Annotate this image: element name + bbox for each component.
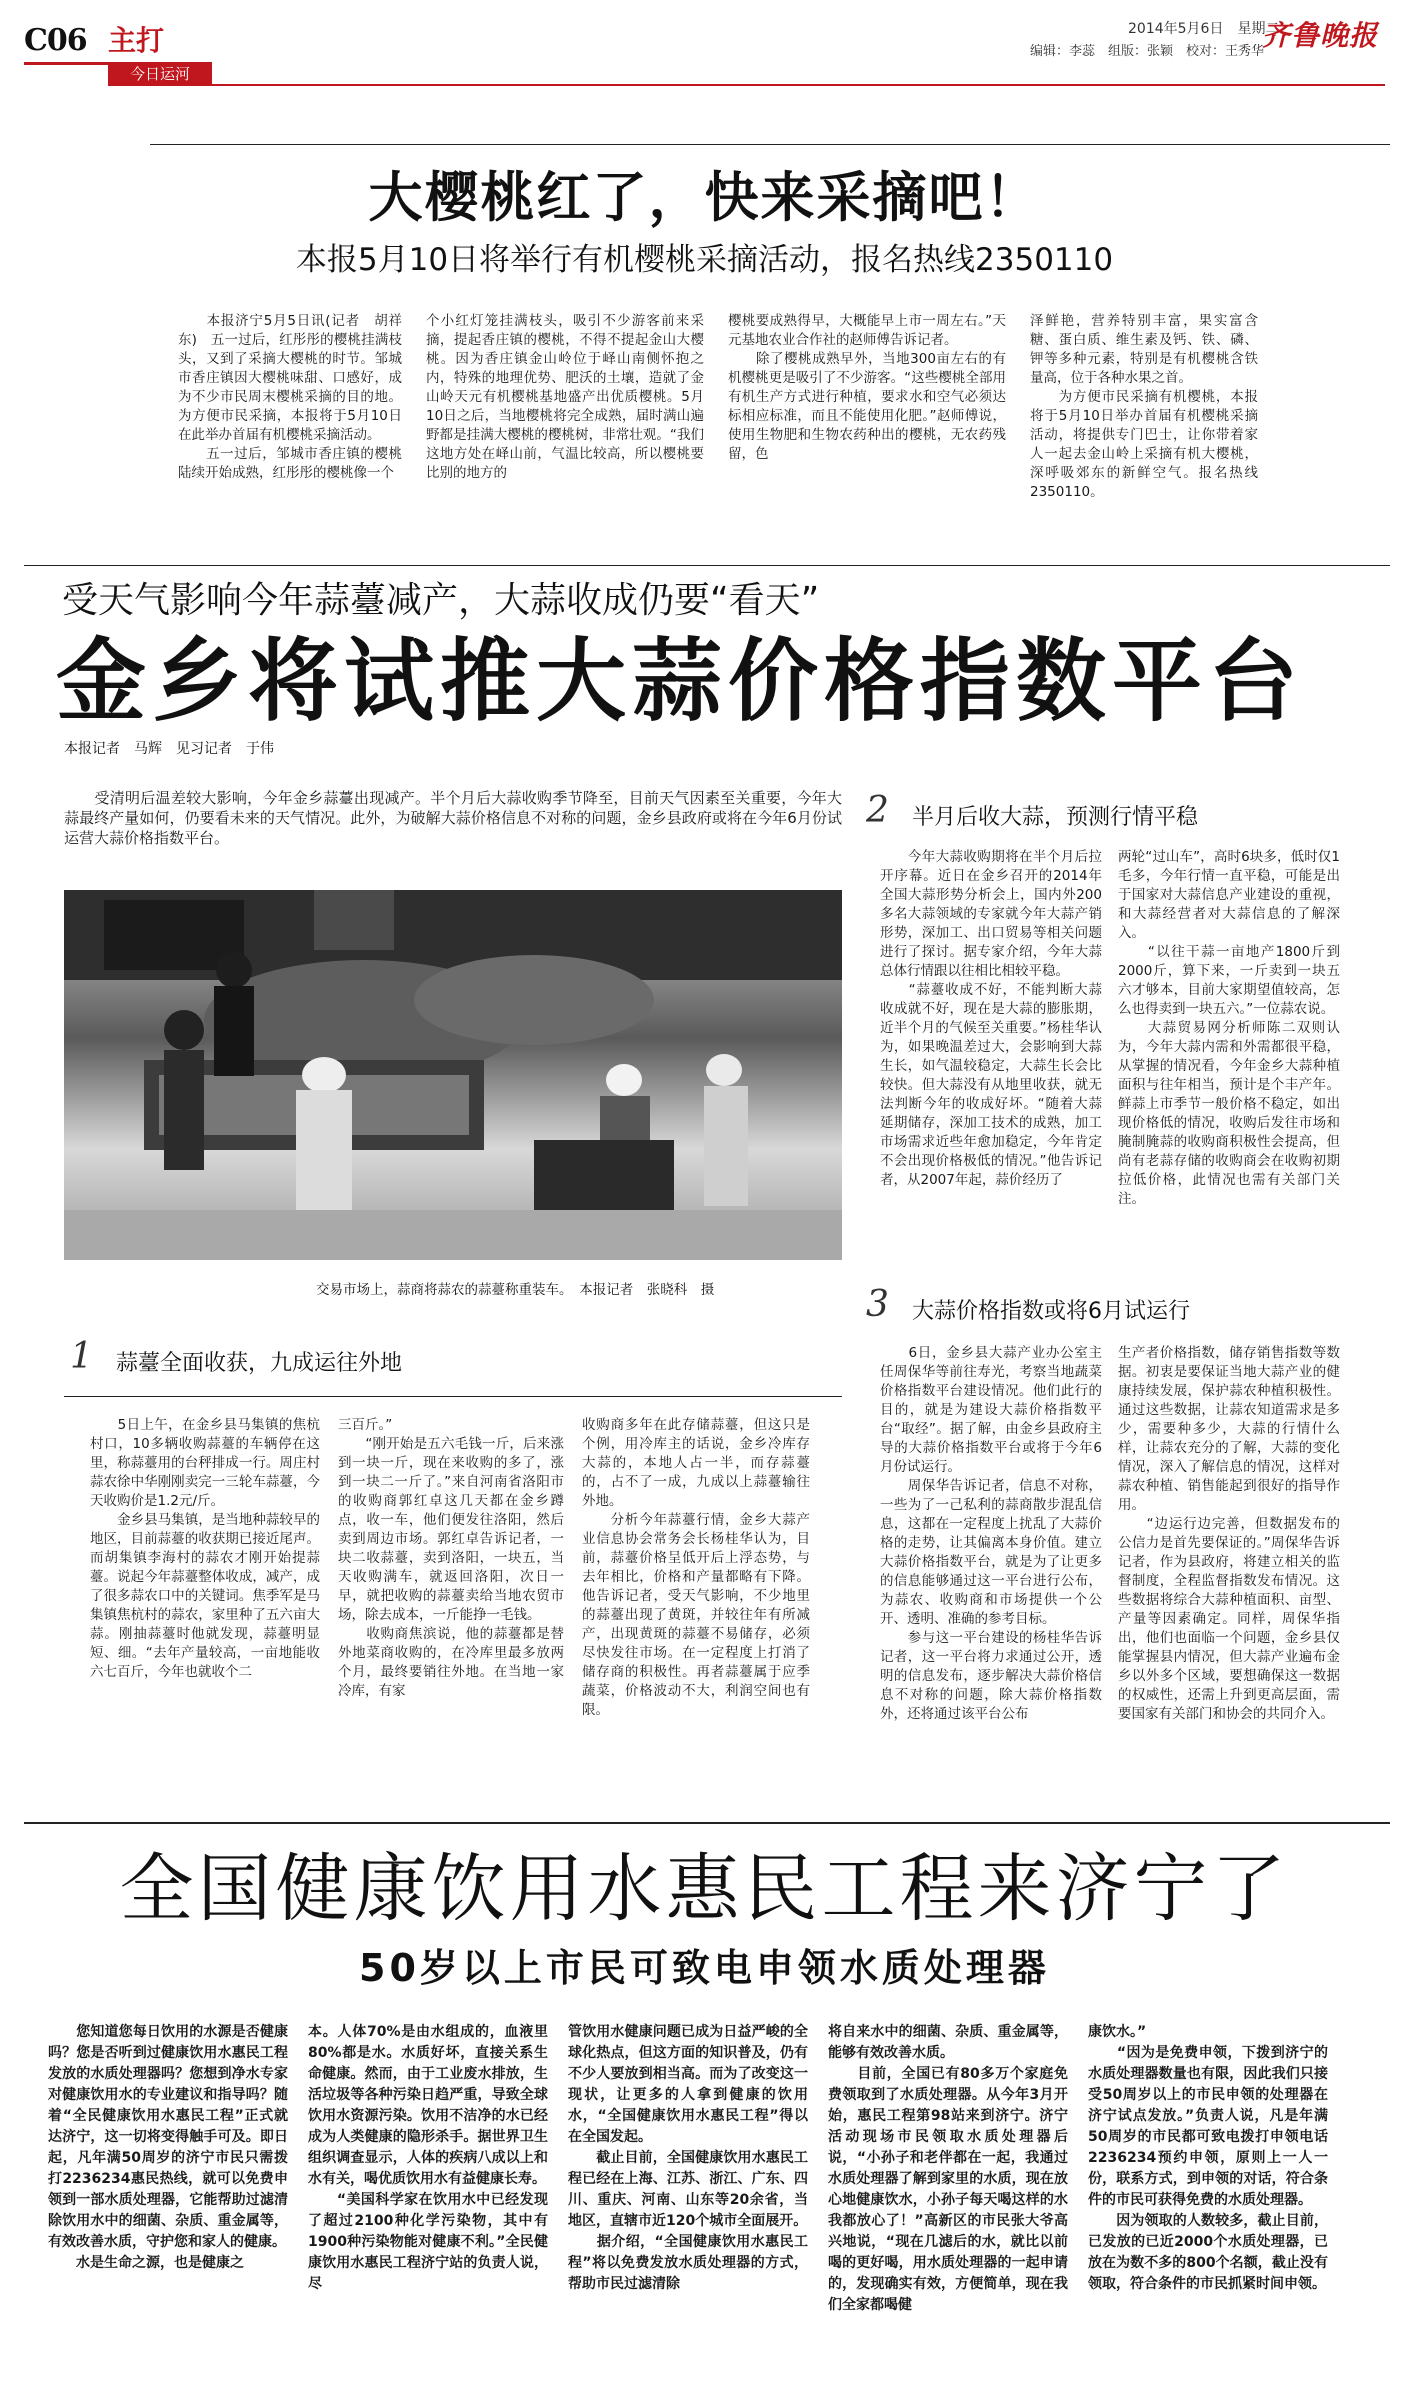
- article1-column-2: 个小红灯笼挂满枝头，吸引不少游客前来采摘，提起香庄镇的樱桃，不得不提起金山大樱桃。因为香庄镇金山岭位于峄山南侧怀抱之内，特殊的地理优势、肥沃的土壤，造就了金山岭天元有机樱桃基地盛产出优质樱桃。5月10日之后，当地樱桃将完全成熟，届时满山遍野都是挂满大樱桃的樱桃树，非常壮观。“我们这地方处在峄山前，气温比较高，所以樱桃要比别的地方的: [426, 313, 704, 481]
- header-top-rule: [24, 62, 108, 65]
- article1-headline: 大樱桃红了，快来采摘吧！: [368, 166, 1041, 229]
- article3-column-2: 本。人体70%是由水组成的，血液里80%都是水。水质好坏，直接关系生命健康。然而，由于工业废水排放，生活垃圾等各种污染日趋严重，导致全球饮用水资源污染。饮用不洁净的水已经成为人类健康的隐形杀手。据世界卫生组织调查显示，人体的疾病八成以上和水有关，喝优质饮用水有益健康长寿。 “美国科学家在饮用水中已经发现了超过2100种化学污染物，其中有1900种污染物能对健康不利。”全民健康饮用水惠民工程济宁站的负责人说，尽: [308, 2024, 548, 2292]
- section3-column-2: 生产者价格指数，储存销售指数等数据。初衷是要保证当地大蒜产业的健康持续发展，保护蒜农种植积极性。通过这些数据，让蒜农知道需求是多少，需要种多少，大蒜的行情什么样，让蒜农充分的了解，大蒜的变化情况，深入了解信息的情况，这样对蒜农种植、销售能起到很好的指导作用。 “边运行边完善，但数据发布的公信力是首先要保证的。”周保华告诉记者，作为县政府，将建立相关的监督制度，全程监督指数发布情况。这些数据将综合大蒜种植面积、亩型、产量等因素确定。同样，周保华指出，他们也面临一个问题，金乡县仅能掌握县内情况，但大蒜产业遍布金乡以外多个区域，要想确保这一数据的权威性，还需上升到更高层面，需要国家有关部门和协会的共同介入。: [1118, 1345, 1340, 1722]
- article2-headline: 金乡将试推大蒜价格指数平台: [56, 629, 1304, 734]
- article3-subhead: 50岁以上市民可致电申领水质处理器: [359, 1946, 1050, 1990]
- date-line: 2014年5月6日 星期二: [1128, 21, 1280, 37]
- header-rule: [212, 84, 1385, 86]
- article3-column-5: 康饮水。” “因为是免费申领，下拨到济宁的水质处理器数量也有限，因此我们只接受50周岁以上的市民申领的处理器在济宁试点发放。”负责人说，凡是年满50周岁的市民都可致电拨打申领电话2236234预约申领，原则上一人一份，联系方式，到申领的对话，符合条件的市民可获得免费的水质处理器。 因为领取的人数较多，截止目前，已发放的已近2000个水质处理器，已放在为数不多的800个名额，截止没有领取，符合条件的市民抓紧时间申领。: [1088, 2024, 1328, 2292]
- article2-byline: 本报记者 马辉 见习记者 于伟: [64, 741, 274, 757]
- paper-logo: 齐鲁晚报: [1262, 19, 1379, 52]
- section1-column-1: 5日上午，在金乡县马集镇的焦杭村口，10多辆收购蒜薹的车辆停在这里，称蒜薹用的台秤排成一行。周庄村蒜农徐中华刚刚卖完一三轮车蒜薹，今天收购价是1.2元/斤。 金乡县马集镇，是当地种蒜较早的地区，目前蒜薹的收获期已接近尾声。而胡集镇李海村的蒜农才刚开始提蒜薹。说起今年蒜薹整体收成，减产，成了很多蒜农口中的关键词。焦季军是马集镇焦杭村的蒜农，家里种了五六亩大蒜。刚抽蒜薹时他就发现，蒜薹明显短、细。“去年产量较高，一亩地能收六七百斤，今年也就收个二: [90, 1417, 320, 1680]
- editors-line: 编辑：李蕊 组版：张颖 校对：王秀华: [1030, 44, 1265, 59]
- article3-column-3: 管饮用水健康问题已成为日益严峻的全球化热点，但这方面的知识普及，仍有不少人要放到相当高。而为了改变这一现状，让更多的人拿到健康的饮用水，“全国健康饮用水惠民工程”得以在全国发起。 截止目前，全国健康饮用水惠民工程已经在上海、江苏、浙江、广东、四川、重庆、河南、山东等20余省，当地区，直辖市近120个城市全面展开。 据介绍，“全国健康饮用水惠民工程”将以免费发放水质处理器的方式，帮助市民过滤清除: [568, 2024, 808, 2292]
- page-number: C06: [24, 23, 87, 58]
- news-photo: [64, 890, 842, 1260]
- section1-rule: [64, 1396, 842, 1397]
- article1-column-1: 本报济宁5月5日讯(记者 胡祥东) 五一过后，红彤彤的樱桃挂满枝头，又到了采摘大樱桃的时节。邹城市香庄镇因大樱桃味甜、口感好，成为不少市民周末樱桃采摘的目的地。为方便市民采摘，本报将于5月10日在此举办首届有机樱桃采摘活动。 五一过后，邹城市香庄镇的樱桃陆续开始成熟，红彤彤的樱桃像一个: [178, 313, 402, 481]
- section2-column-2: 两轮“过山车”，高时6块多，低时仅1毛多，今年行情一直平稳，可能是出于国家对大蒜信息产业建设的重视，和大蒜经营者对大蒜信息的了解深入。 “以往干蒜一亩地产1800斤到2000斤，算下来，一斤卖到一块五六才够本，目前大家期望值较高，怎么也得卖到一块五六。”一位蒜农说。 大蒜贸易网分析师陈二双则认为，今年大蒜内需和外需都很平稳，从掌握的情况看，今年金乡大蒜种植面积与往年相当，预计是个丰产年。鲜蒜上市季节一般价格不稳定，如出现价格低的情况，收购后发往市场和腌制腌蒜的收购商积极性会提高，但尚有老蒜存储的收购商会在收购初期拉低价格，此情况也需有关部门关注。: [1118, 849, 1340, 1207]
- section2-title: 半月后收大蒜，预测行情平稳: [912, 805, 1199, 830]
- photo-caption: 交易市场上，蒜商将蒜农的蒜薹称重装车。 本报记者 张晓科 摄: [316, 1282, 715, 1298]
- section1-number: 1: [70, 1336, 93, 1377]
- section3-column-1: 6日，金乡县大蒜产业办公室主任周保华等前往寿光，考察当地蔬菜价格指数平台建设情况。他们此行的目的，就是为建设大蒜价格指数平台“取经”。据了解，由金乡县政府主导的大蒜价格指数平台或将于今年6月份试运行。 周保华告诉记者，信息不对称，一些为了一己私利的蒜商散步混乱信息，这都在一定程度上扰乱了大蒜价格的走势，让其偏离本身价值。建立大蒜价格指数平台，就是为了让更多的信息能够通过这一平台进行公布，为蒜农、收购商和市场提供一个公开、透明、准确的参考目标。 参与这一平台建设的杨桂华告诉记者，这一平台将力求通过公开，透明的信息发布，逐步解决大蒜价格信息不对称的问题，除大蒜价格指数外，还将通过该平台公布: [880, 1345, 1102, 1722]
- subsection-tab: [108, 62, 212, 86]
- article1-bottom-rule: [24, 565, 1390, 566]
- section-name: 主打: [108, 24, 165, 57]
- section3-number: 3: [866, 1284, 889, 1325]
- section2-number: 2: [866, 790, 889, 831]
- subsection-label: 今日运河: [129, 65, 190, 83]
- section1-column-3: 收购商多年在此存储蒜薹，但这只是个例，用冷库主的话说，金乡冷库存大蒜的，本地人占一半，而存蒜薹的，占不了一成，九成以上蒜薹输往外地。 分析今年蒜薹行情，金乡大蒜产业信息协会常务会长杨桂华认为，目前，蒜薹价格呈低开后上浮态势，与去年相比，价格和产量都略有下降。他告诉记者，受天气影响，不少地里的蒜薹出现了黄斑，并较往年有所减产，出现黄斑的蒜薹不易储存，必须尽快发往市场。在一定程度上打消了储存商的积极性。再者蒜薹属于应季蔬菜，价格波动不大，利润空间也有限。: [582, 1417, 810, 1718]
- article3-column-4: 将自来水中的细菌、杂质、重金属等，能够有效改善水质。 目前，全国已有80多万个家庭免费领取到了水质处理器。从今年3月开始，惠民工程第98站来到济宁。济宁活动现场市民领取水质处理器后说，“小孙子和老伴都在一起，我通过水质处理器了解到家里的水质，现在放心地健康饮水，小孙子每天喝这样的水我都放心了！”高新区的市民张大爷高兴地说，“现在几滤后的水，就比以前喝的更好喝，用水质处理器的一起申请的，发现确实有效，方便简单，现在我们全家都喝健: [828, 2024, 1068, 2313]
- article1-column-3: 樱桃要成熟得早，大概能早上市一周左右。”天元基地农业合作社的赵师傅告诉记者。 除了樱桃成熟早外，当地300亩左右的有机樱桃更是吸引了不少游客。“这些樱桃全部用有机生产方式进行种植，要求水和空气必须达标相应标准，而且不能使用化肥。”赵师傅说，使用生物肥和生物农药种出的樱桃，无农药残留，色: [728, 313, 1006, 462]
- section1-title: 蒜薹全面收获，九成运往外地: [116, 1351, 403, 1376]
- article2-kicker: 受天气影响今年蒜薹减产，大蒜收成仍要“看天”: [62, 580, 820, 621]
- article1-top-rule: [150, 144, 1390, 145]
- article3-headline: 全国健康饮用水惠民工程来济宁了: [119, 1846, 1290, 1932]
- article2-lede: 受清明后温差较大影响，今年金乡蒜薹出现减产。半个月后大蒜收购季节降至，目前天气因素至关重要，今年大蒜最终产量如何，仍要看未来的天气情况。此外，为破解大蒜价格信息不对称的问题，金乡县政府或将在今年6月份试运营大蒜价格指数平台。: [64, 789, 842, 847]
- photo-illustration: [64, 890, 842, 1260]
- article1-column-4: 泽鲜艳，营养特别丰富，果实富含糖、蛋白质、维生素及钙、铁、磷、钾等多种元素，特别是有机樱桃含铁量高，位于各种水果之首。 为方便市民采摘有机樱桃，本报将于5月10日举办首届有机樱桃采摘活动，将提供专门巴士，让你带着家人一起去金山岭上采摘有机大樱桃，深呼吸郊东的新鲜空气。报名热线2350110。: [1030, 313, 1258, 500]
- section2-column-1: 今年大蒜收购期将在半个月后拉开序幕。近日在金乡召开的2014年全国大蒜形势分析会上，国内外200多名大蒜领域的专家就今年大蒜产销形势，深加工、出口贸易等相关问题进行了探讨。据专家介绍，今年大蒜总体行情跟以往相比相较平稳。 “蒜薹收成不好，不能判断大蒜收成就不好，现在是大蒜的膨胀期，近半个月的气候至关重要。”杨桂华认为，如果晚温差过大，会影响到大蒜生长，如气温较稳定，大蒜生长会比较快。但大蒜没有从地里收获，就无法判断今年的收成好坏。“随着大蒜延期储存，深加工技术的成熟，加工市场需求近些年愈加稳定，今年肯定不会出现价格极低的情况。”他告诉记者，从2007年起，蒜价经历了: [880, 849, 1102, 1188]
- article1-subhead: 本报5月10日将举行有机樱桃采摘活动，报名热线2350110: [295, 242, 1114, 278]
- section3-title: 大蒜价格指数或将6月试运行: [912, 1299, 1190, 1324]
- section1-column-2: 三百斤。” “刚开始是五六毛钱一斤，后来涨到一块一斤，现在来收购的多了，涨到一块二一斤了。”来自河南省洛阳市的收购商郭红卓这几天都在金乡蹲点，收一车，他们便发往洛阳，然后卖到周边市场。郭红卓告诉记者，一块二收蒜薹，卖到洛阳，一块五，当天收购满车，就返回洛阳，次日一早，就把收购的蒜薹卖给当地农贸市场，除去成本，一斤能挣一毛钱。 收购商焦滨说，他的蒜薹都是替外地菜商收购的，在冷库里最多放两个月，最终要销往外地。在当地一家冷库，有家: [338, 1417, 564, 1699]
- article3-column-1: 您知道您每日饮用的水源是否健康吗？您是否听到过健康饮用水惠民工程发放的水质处理器吗？您想到净水专家对健康饮用水的专业建议和指导吗？随着“全民健康饮用水惠民工程”正式就达济宁，这一切将变得触手可及。即日起，凡年满50周岁的济宁市民只需拨打2236234惠民热线，就可以免费申领到一部水质处理器，它能帮助过滤清除饮用水中的细菌、杂质、重金属等，有效改善水质，守护您和家人的健康。 水是生命之源，也是健康之: [48, 2024, 288, 2271]
- article2-bottom-rule: [24, 1822, 1390, 1824]
